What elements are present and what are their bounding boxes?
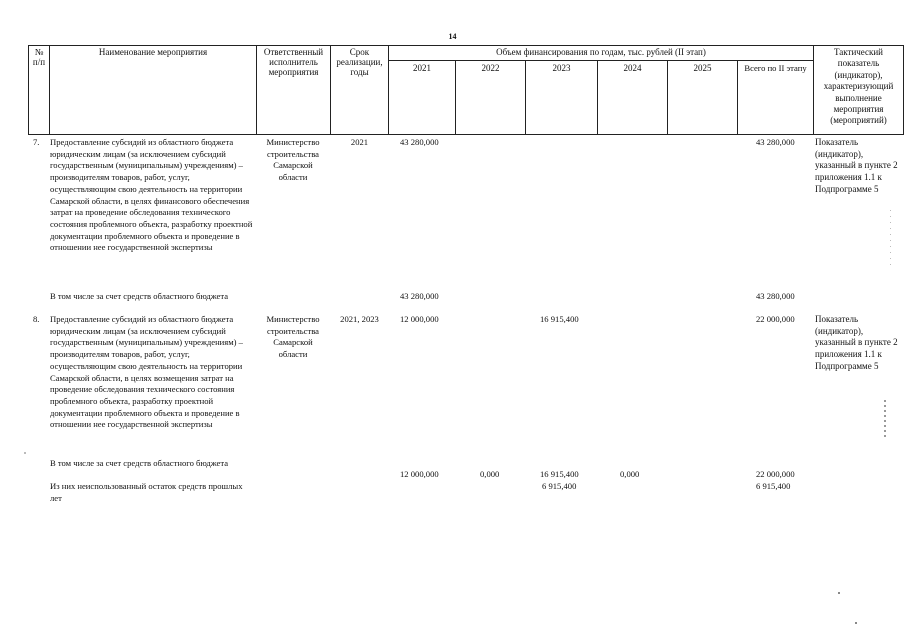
row-7-indicator: Показатель (индикатор), указанный в пункте 2 приложения 1.1 к Подпрограмме 5 xyxy=(815,137,898,194)
scan-speck xyxy=(855,622,857,624)
header-total: Всего по II этапу xyxy=(744,63,807,73)
row-8-unused-total: 6 915,400 xyxy=(756,481,791,491)
row-8-term: 2021, 2023 xyxy=(340,314,379,324)
table-right-border xyxy=(903,45,904,135)
row-7-total: 43 280,000 xyxy=(756,137,795,147)
row-7-responsible: Министерство строительства Самарской области xyxy=(266,137,320,183)
scan-speck xyxy=(838,592,840,594)
row-8-unused-label: Из них неиспользованный остаток средств прошлых лет xyxy=(50,481,243,503)
row-8-responsible: Министерство строительства Самарской области xyxy=(266,314,320,360)
row-8-unused-2023: 6 915,400 xyxy=(542,481,577,491)
col-divider-name xyxy=(49,45,50,135)
row-8-num: 8. xyxy=(33,314,40,324)
row-8-2021: 12 000,000 xyxy=(400,314,439,324)
row-8-subrow-2022: 0,000 xyxy=(480,469,500,479)
row-8-subrow-2023: 16 915,400 xyxy=(540,469,579,479)
row-7-term: 2021 xyxy=(350,137,369,147)
header-num: № п/п xyxy=(32,47,46,67)
col-divider-2021 xyxy=(388,45,389,135)
header-year-2024: 2024 xyxy=(623,63,642,73)
row-8-subrow-2021: 12 000,000 xyxy=(400,469,439,479)
row-7-2021: 43 280,000 xyxy=(400,137,439,147)
row-7-num: 7. xyxy=(33,137,40,147)
header-year-2022: 2022 xyxy=(481,63,500,73)
header-financing: Объем финансирования по годам, тыс. рублей (II этап) xyxy=(496,47,706,57)
scan-speck xyxy=(24,452,26,454)
row-8-subrow-total: 22 000,000 xyxy=(756,469,795,479)
row-8-total: 22 000,000 xyxy=(756,314,795,324)
header-indicator: Тактический показатель (индикатор), характеризующий выполнение мероприятия (мероприятий) xyxy=(823,47,894,126)
scan-speck xyxy=(884,400,886,440)
row-8-2023: 16 915,400 xyxy=(540,314,579,324)
header-bottom-border xyxy=(28,134,904,135)
row-7-subrow-label: В том числе за счет средств областного бюджета xyxy=(50,291,229,301)
header-responsible: Ответственный исполнитель мероприятия xyxy=(263,47,324,77)
header-term: Срок реализации, годы xyxy=(336,47,383,77)
row-8-indicator: Показатель (индикатор), указанный в пункте 2 приложения 1.1 к Подпрограмме 5 xyxy=(815,314,898,371)
row-7-name: Предоставление субсидий из областного бюджета юридическим лицам (за исключением субсидий государственным (муниципальным) учреждениям) – производителям товаров, работ, услуг, осуществляющим свою деятельность на территории Самарской области, в целях финансового обеспечения затрат на проведение обследования технического состояния проблемного объекта, разработку проектной документации проблемного объекта и проведение в отношении нее государственной экспертизы xyxy=(50,137,253,253)
row-7-subrow-total: 43 280,000 xyxy=(756,291,795,301)
table-top-border xyxy=(28,45,904,46)
row-8-subrow-2024: 0,000 xyxy=(620,469,640,479)
row-7-subrow-2021: 43 280,000 xyxy=(400,291,439,301)
header-year-2021: 2021 xyxy=(413,63,431,73)
header-name: Наименование мероприятия xyxy=(98,47,208,57)
scan-speck xyxy=(890,210,891,270)
row-8-name: Предоставление субсидий из областного бюджета юридическим лицам (за исключением субсидий государственным (муниципальным) учреждениям) – производителям товаров, работ, услуг, осуществляющим свою деятельность на территории Самарской области, в целях возмещения затрат на проведение обследования технического состояния проблемного объекта, разработку проектной документации проблемного объекта и проведение в отношении нее государственной экспертизы xyxy=(50,314,243,430)
header-year-2025: 2025 xyxy=(693,63,712,73)
header-year-2023: 2023 xyxy=(552,63,571,73)
row-8-subrow-label: В том числе за счет средств областного бюджета xyxy=(50,458,229,468)
years-header-border xyxy=(388,60,814,61)
page-number: 14 xyxy=(448,32,457,41)
